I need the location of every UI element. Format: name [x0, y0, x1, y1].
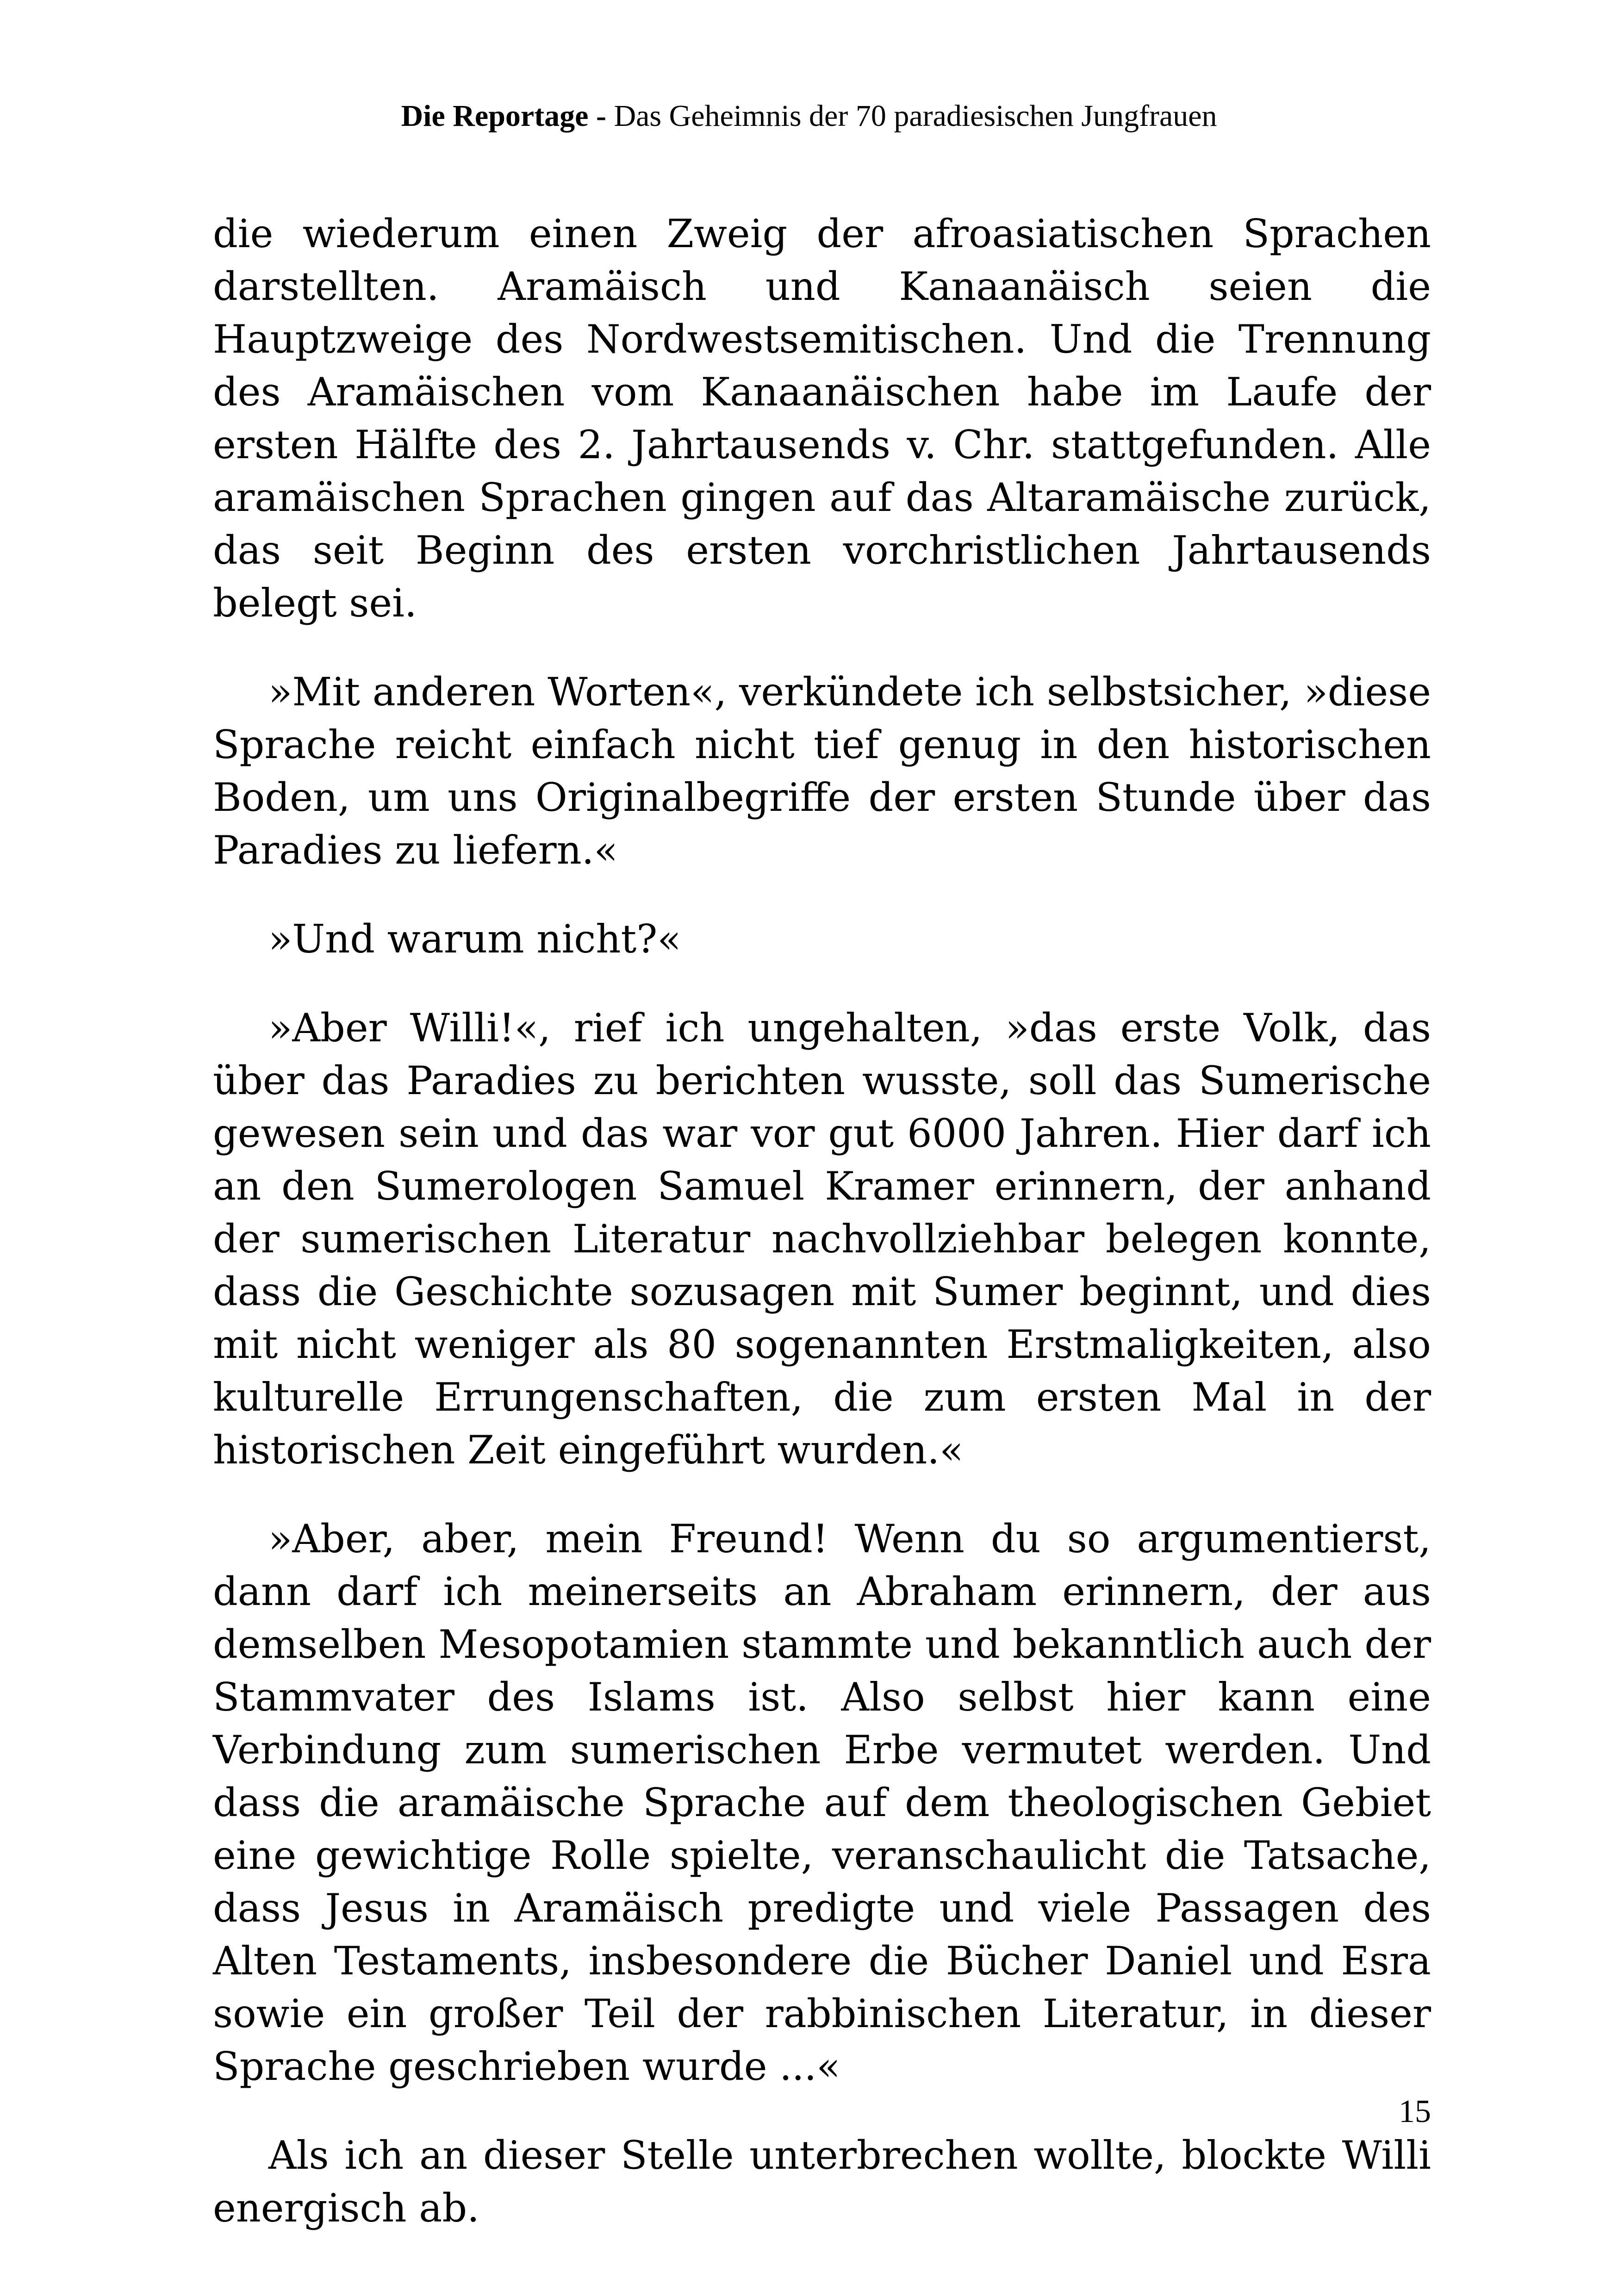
paragraph-continuation: die wiederum einen Zweig der afroasiatischen Sprachen darstellten. Aramäisch und Kanaanäisch seien die Hauptzweige des Nordwestsemitischen. Und die Trennung des Aramäischen vom Kanaanäischen habe im Laufe der ersten Hälfte des 2. Jahrtausends v. Chr. stattgefunden. Alle aramäischen Sprachen gingen auf das Altaramäische zurück, das seit Beginn des ersten vorchristlichen Jahrtausends belegt sei.: [213, 211, 1431, 626]
paragraph-dialogue: »Aber, aber, mein Freund! Wenn du so argumentierst, dann darf ich meinerseits an Abraham erinnern, der aus demselben Mesopotamien stammte und bekanntlich auch der Stammvater des Islams ist. Also selbst hier kann eine Verbindung zum sumerischen Erbe vermutet werden. Und dass die aramäische Sprache auf dem theologischen Gebiet eine gewichtige Rolle spielte, veranschaulicht die Tatsache, dass Jesus in Aramäisch predigte und viele Passagen des Alten Testaments, insbesondere die Bücher Daniel und Esra sowie ein großer Teil der rabbinischen Literatur, in dieser Sprache geschrieben wurde ...«: [213, 1516, 1431, 2089]
running-head: [0, 101, 1618, 131]
paragraph-dialogue: »Und warum nicht?«: [268, 916, 681, 962]
chapter-title: Das Geheimnis der 70 paradiesischen Jungfrauen: [614, 99, 1217, 133]
body-text: [213, 207, 1431, 2271]
paragraph-dialogue: »Aber Willi!«, rief ich ungehalten, »das erste Volk, das über das Paradies zu berichten wusste, soll das Sumerische gewesen sein und das war vor gut 6000 Jahren. Hier darf ich an den Sumerologen Samuel Kramer erinnern, der anhand der sumerischen Literatur nachvollziehbar belegen konnte, dass die Geschichte sozusagen mit Sumer beginnt, und dies mit nicht weniger als 80 sogenannten Erstmaligkeiten, also kulturelle Errungenschaften, die zum ersten Mal in der historischen Zeit eingeführt wurden.«: [213, 1005, 1431, 1473]
page-number: 15: [1399, 2094, 1431, 2129]
paragraph-dialogue: »Mit anderen Worten«, verkündete ich selbstsicher, »diese Sprache reicht einfach nicht tief genug in den historischen Boden, um uns Originalbegriffe der ersten Stunde über das Paradies zu liefern.«: [213, 669, 1431, 873]
book-title: Die Reportage -: [401, 99, 606, 133]
paragraph-narration: Als ich an dieser Stelle unterbrechen wollte, blockte Willi energisch ab.: [213, 2133, 1431, 2231]
